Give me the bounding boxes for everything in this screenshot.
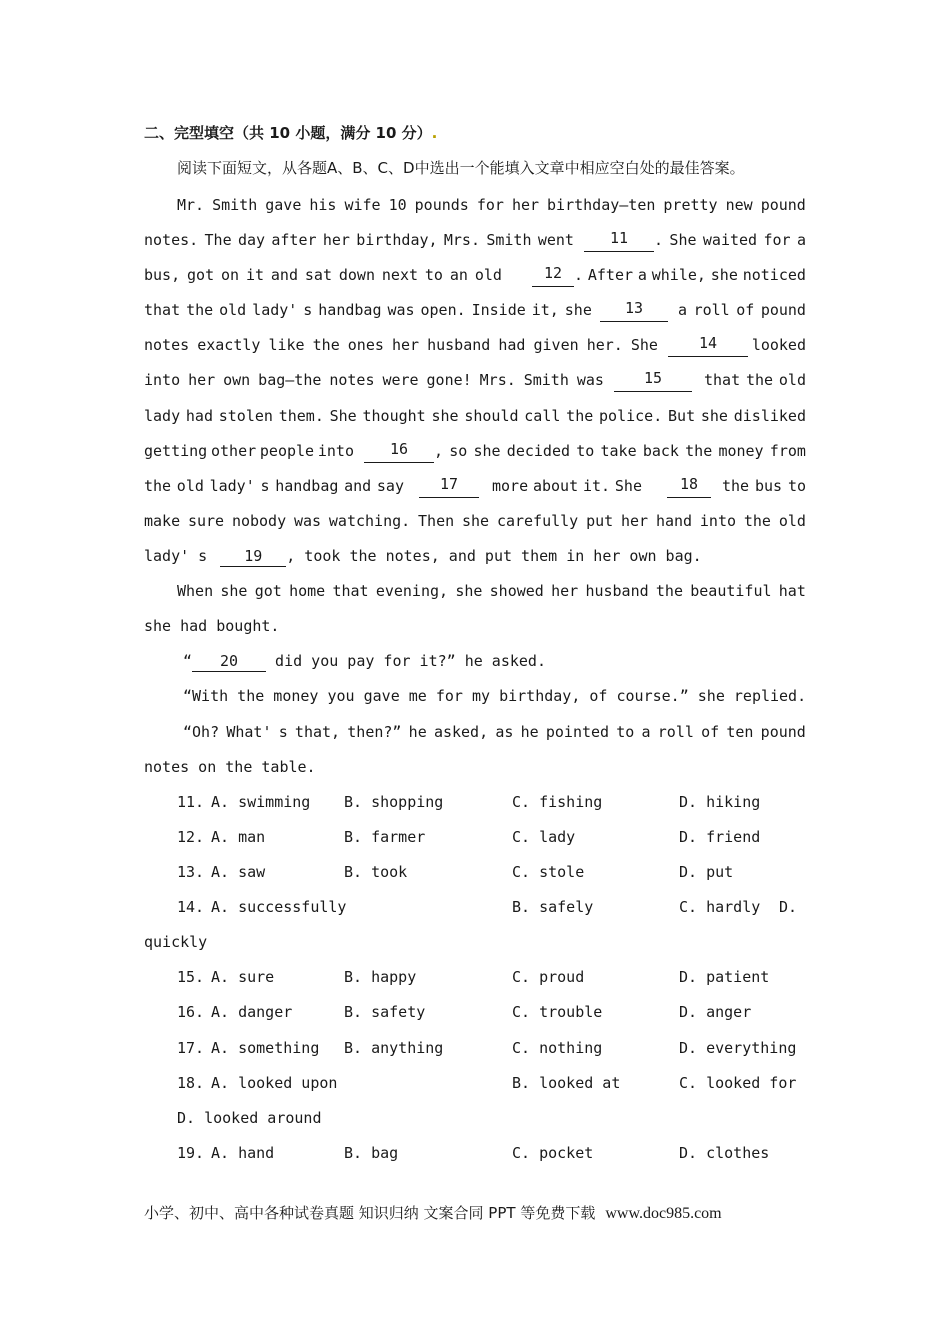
word: got bbox=[254, 582, 282, 600]
word: asked, bbox=[433, 723, 489, 741]
word: She bbox=[329, 407, 357, 425]
passage-line-11 bbox=[144, 544, 806, 568]
option-15-b: B. happy bbox=[344, 968, 417, 986]
word: her bbox=[322, 231, 350, 249]
footer bbox=[144, 1202, 722, 1223]
option-16-d: D. anger bbox=[679, 1003, 752, 1021]
word: Smith bbox=[212, 196, 258, 214]
word: the bbox=[566, 407, 594, 425]
word: s bbox=[278, 723, 288, 741]
word: take bbox=[600, 442, 637, 460]
word: decided bbox=[506, 442, 571, 460]
word: sure bbox=[187, 512, 225, 530]
word: lady' bbox=[209, 477, 255, 495]
line8-part-a bbox=[144, 439, 354, 463]
word: got bbox=[187, 266, 215, 284]
word: then?” bbox=[347, 723, 402, 741]
word: on bbox=[221, 266, 240, 284]
word: was bbox=[576, 371, 604, 389]
word: She bbox=[630, 336, 658, 354]
passage-line-3 bbox=[144, 263, 806, 287]
word: bag—the bbox=[258, 371, 322, 389]
option-11-a: A. swimming bbox=[211, 793, 311, 811]
option-14-a: A. successfully bbox=[211, 898, 347, 916]
word: was bbox=[293, 512, 322, 530]
option-13-c: C. stole bbox=[512, 863, 585, 881]
word: handbag bbox=[318, 301, 382, 319]
word: wife bbox=[344, 196, 381, 214]
option-14-d: D. bbox=[779, 898, 798, 916]
section-title bbox=[144, 122, 437, 143]
word: the bbox=[685, 442, 713, 460]
word: husband bbox=[427, 336, 491, 354]
word: that, bbox=[294, 723, 341, 741]
paragraph2-line-2: she had bought. bbox=[144, 617, 280, 635]
word: s bbox=[260, 477, 270, 495]
option-number-16: 16. bbox=[177, 1003, 205, 1021]
option-14-b: B. safely bbox=[512, 898, 594, 916]
word: went bbox=[537, 231, 574, 249]
reply-line: “With the money you gave me for my birthday, of course.” she replied. bbox=[183, 687, 807, 705]
word: hat bbox=[778, 582, 806, 600]
word: thought bbox=[362, 407, 426, 425]
word: gave bbox=[265, 196, 302, 214]
word: say bbox=[376, 477, 404, 495]
word: evening, bbox=[375, 582, 449, 600]
line8-part-b bbox=[434, 439, 806, 463]
word: pointed bbox=[545, 723, 610, 741]
word: back bbox=[642, 442, 679, 460]
word: the bbox=[186, 301, 214, 319]
word: he bbox=[520, 723, 539, 741]
word: into bbox=[317, 442, 354, 460]
word: a bbox=[641, 723, 651, 741]
line4-part-a bbox=[144, 298, 592, 322]
word: his bbox=[309, 196, 337, 214]
line6-part-a bbox=[144, 368, 604, 392]
word: make bbox=[144, 512, 181, 530]
option-11-d: D. hiking bbox=[679, 793, 761, 811]
word: stolen bbox=[218, 407, 273, 425]
passage-line-1 bbox=[177, 193, 806, 217]
question-line bbox=[183, 649, 845, 673]
open-quote: “ bbox=[183, 652, 193, 670]
section-title-dot: . bbox=[431, 124, 438, 142]
word: ten bbox=[726, 723, 754, 741]
word: it, bbox=[531, 301, 559, 319]
word: the bbox=[722, 477, 750, 495]
word: money bbox=[718, 442, 764, 460]
blank-18: 18 bbox=[667, 474, 711, 498]
word: of bbox=[701, 723, 720, 741]
word: as bbox=[495, 723, 514, 741]
word: She bbox=[669, 231, 697, 249]
blank-15: 15 bbox=[614, 368, 692, 392]
passage-line-5 bbox=[144, 333, 806, 357]
word: the bbox=[745, 371, 774, 389]
word: police. bbox=[599, 407, 663, 425]
word: She bbox=[614, 477, 642, 495]
word: should bbox=[464, 407, 519, 425]
passage-line-2 bbox=[144, 228, 806, 252]
option-number-18: 18. bbox=[177, 1074, 205, 1092]
paragraph2-line-1 bbox=[177, 579, 806, 603]
word: she bbox=[431, 407, 459, 425]
line2-part-a bbox=[144, 228, 574, 252]
word: an bbox=[449, 266, 468, 284]
option-12-d: D. friend bbox=[679, 828, 761, 846]
word: handbag bbox=[275, 477, 339, 495]
word: bus, bbox=[144, 266, 181, 284]
word: , bbox=[434, 442, 444, 460]
word: her bbox=[551, 582, 579, 600]
word: it. bbox=[582, 477, 611, 495]
option-15-d: D. patient bbox=[679, 968, 770, 986]
option-18-d: D. looked around bbox=[177, 1109, 322, 1127]
word: into bbox=[699, 512, 737, 530]
word: and bbox=[344, 477, 372, 495]
word: that bbox=[332, 582, 369, 600]
word: people bbox=[259, 442, 315, 460]
footer-text: 小学、初中、高中各种试卷真题 知识归纳 文案合同 PPT 等免费下载 bbox=[144, 1204, 596, 1222]
word: had bbox=[185, 407, 213, 425]
word: The bbox=[204, 231, 232, 249]
blank-13: 13 bbox=[600, 298, 668, 322]
blank-17: 17 bbox=[419, 474, 479, 498]
line4-part-b bbox=[678, 298, 806, 322]
word: lady bbox=[144, 407, 181, 425]
word: to bbox=[616, 723, 635, 741]
passage-line-7 bbox=[144, 404, 806, 428]
word: had bbox=[498, 336, 526, 354]
word: Mr. bbox=[177, 196, 205, 214]
line9-part-a bbox=[144, 474, 404, 498]
option-15-a: A. sure bbox=[211, 968, 275, 986]
line9-part-b bbox=[492, 474, 642, 498]
word: down bbox=[338, 266, 375, 284]
word: was bbox=[387, 301, 415, 319]
word: getting bbox=[144, 442, 208, 460]
word: birthday, bbox=[356, 231, 438, 249]
option-11-b: B. shopping bbox=[344, 793, 444, 811]
option-13-a: A. saw bbox=[211, 863, 266, 881]
word: Smith bbox=[486, 231, 532, 249]
word: bus bbox=[754, 477, 783, 495]
word: a bbox=[637, 266, 647, 284]
option-19-c: C. pocket bbox=[512, 1144, 594, 1162]
passage-line-4 bbox=[144, 298, 806, 322]
word: a bbox=[678, 301, 688, 319]
word: birthday—ten bbox=[547, 196, 656, 214]
option-13-b: B. took bbox=[344, 863, 408, 881]
word: she bbox=[462, 512, 490, 530]
word: own bbox=[223, 371, 251, 389]
word: the bbox=[655, 582, 683, 600]
word: more bbox=[492, 477, 529, 495]
option-12-c: C. lady bbox=[512, 828, 576, 846]
word: that bbox=[704, 371, 741, 389]
word: gone! bbox=[426, 371, 472, 389]
word: her bbox=[621, 512, 649, 530]
word: “Oh? bbox=[183, 723, 220, 741]
line9-part-c bbox=[722, 474, 806, 498]
blank-14: 14 bbox=[668, 333, 748, 357]
word: were bbox=[382, 371, 419, 389]
line11-part-a: lady' s bbox=[144, 547, 208, 565]
word: he bbox=[408, 723, 427, 741]
line3-part-a bbox=[144, 263, 502, 287]
word: sat bbox=[304, 266, 332, 284]
word: Smith bbox=[523, 371, 569, 389]
option-18-a: A. looked upon bbox=[211, 1074, 338, 1092]
word: into bbox=[144, 371, 181, 389]
option-19-b: B. bag bbox=[344, 1144, 399, 1162]
word: looked bbox=[751, 336, 806, 354]
word: pound bbox=[760, 301, 806, 319]
word: Then bbox=[418, 512, 455, 530]
word: so bbox=[449, 442, 468, 460]
word: s bbox=[303, 301, 313, 319]
word: her bbox=[188, 371, 216, 389]
option-12-b: B. farmer bbox=[344, 828, 426, 846]
option-13-d: D. put bbox=[679, 863, 734, 881]
word: about bbox=[532, 477, 579, 495]
option-17-c: C. nothing bbox=[512, 1039, 603, 1057]
passage-line-9 bbox=[144, 474, 806, 498]
option-number-11: 11. bbox=[177, 793, 205, 811]
word: given bbox=[533, 336, 579, 354]
word: beautiful bbox=[690, 582, 772, 600]
word: carefully bbox=[496, 512, 579, 530]
word: pound bbox=[760, 196, 806, 214]
passage-line-8 bbox=[144, 439, 806, 463]
blank-19: 19 bbox=[220, 546, 286, 567]
passage-line-10 bbox=[144, 509, 806, 533]
option-19-a: A. hand bbox=[211, 1144, 275, 1162]
word: old bbox=[778, 512, 806, 530]
option-19-d: D. clothes bbox=[679, 1144, 770, 1162]
blank-20: 20 bbox=[192, 651, 266, 672]
option-number-14: 14. bbox=[177, 898, 205, 916]
word: like bbox=[268, 336, 305, 354]
word: pounds bbox=[414, 196, 469, 214]
word: open. bbox=[420, 301, 466, 319]
option-16-b: B. safety bbox=[344, 1003, 426, 1021]
word: put bbox=[586, 512, 614, 530]
word: old bbox=[219, 301, 247, 319]
word: it bbox=[245, 266, 265, 284]
word: ones bbox=[347, 336, 384, 354]
option-number-15: 15. bbox=[177, 968, 205, 986]
line5-part-a bbox=[144, 333, 658, 357]
option-number-17: 17. bbox=[177, 1039, 205, 1057]
word: exactly bbox=[197, 336, 261, 354]
word: . bbox=[574, 266, 584, 284]
last-paragraph-line-2: notes on the table. bbox=[144, 758, 316, 776]
word: her bbox=[391, 336, 420, 354]
question-rest: did you pay for it?” he asked. bbox=[266, 652, 546, 670]
instruction: 阅读下面短文，从各题A、B、C、D中选出一个能填入文章中相应空白处的最佳答案。 bbox=[177, 159, 745, 177]
word: What' bbox=[226, 723, 272, 741]
word: old bbox=[474, 266, 502, 284]
word: after bbox=[271, 231, 317, 249]
option-16-a: A. danger bbox=[211, 1003, 293, 1021]
option-15-c: C. proud bbox=[512, 968, 585, 986]
word: she bbox=[700, 407, 728, 425]
passage-line-6 bbox=[144, 368, 806, 392]
word: to bbox=[424, 266, 443, 284]
option-18-c: C. looked for bbox=[679, 1074, 797, 1092]
word: new bbox=[725, 196, 753, 214]
word: a bbox=[796, 231, 806, 249]
option-12-a: A. man bbox=[211, 828, 266, 846]
word: notes bbox=[144, 336, 190, 354]
option-11-c: C. fishing bbox=[512, 793, 603, 811]
word: home bbox=[289, 582, 326, 600]
word: nobody bbox=[231, 512, 287, 530]
word: Mrs. bbox=[443, 231, 480, 249]
word: the bbox=[743, 512, 771, 530]
word: for bbox=[476, 196, 504, 214]
word: pound bbox=[760, 723, 806, 741]
word: of bbox=[736, 301, 755, 319]
word: showed bbox=[489, 582, 544, 600]
word: notes. bbox=[144, 231, 199, 249]
word: 10 bbox=[388, 196, 407, 214]
word: After bbox=[587, 266, 634, 284]
line3-part-b bbox=[574, 263, 806, 287]
word: notes bbox=[329, 371, 375, 389]
option-number-19: 19. bbox=[177, 1144, 205, 1162]
option-number-12: 12. bbox=[177, 828, 205, 846]
word: Inside bbox=[471, 301, 526, 319]
option-16-c: C. trouble bbox=[512, 1003, 603, 1021]
option-14-d-text: quickly bbox=[144, 933, 208, 951]
word: she bbox=[473, 442, 501, 460]
word: day bbox=[237, 231, 266, 249]
word: the bbox=[144, 477, 172, 495]
option-17-d: D. everything bbox=[679, 1039, 797, 1057]
word: that bbox=[144, 301, 181, 319]
word: to bbox=[576, 442, 595, 460]
word: she bbox=[710, 266, 738, 284]
word: When bbox=[177, 582, 214, 600]
word: . bbox=[654, 231, 664, 249]
word: roll bbox=[693, 301, 730, 319]
word: the bbox=[312, 336, 340, 354]
option-18-b: B. looked at bbox=[512, 1074, 621, 1092]
word: Mrs. bbox=[479, 371, 516, 389]
word: call bbox=[524, 407, 561, 425]
line6-part-b bbox=[704, 368, 806, 392]
word: waited bbox=[702, 231, 758, 249]
blank-16: 16 bbox=[364, 439, 434, 463]
option-number-13: 13. bbox=[177, 863, 205, 881]
line11-part-b: , took the notes, and put them in her own bag. bbox=[286, 547, 702, 565]
word: from bbox=[769, 442, 806, 460]
word: for bbox=[763, 231, 791, 249]
footer-url: www.doc985.com bbox=[605, 1205, 722, 1222]
section-title-text: 二、完型填空（共 10 小题，满分 10 分） bbox=[144, 124, 432, 142]
word: she bbox=[564, 301, 592, 319]
word: her bbox=[511, 196, 540, 214]
last-paragraph-line-1 bbox=[183, 720, 806, 744]
word: next bbox=[381, 266, 419, 284]
word: them. bbox=[278, 407, 324, 425]
blank-12: 12 bbox=[532, 263, 574, 287]
word: to bbox=[787, 477, 806, 495]
blank-11: 11 bbox=[584, 228, 654, 252]
word: roll bbox=[657, 723, 694, 741]
word: husband bbox=[585, 582, 649, 600]
word: lady' bbox=[252, 301, 298, 319]
option-17-a: A. something bbox=[211, 1039, 320, 1057]
word: watching. bbox=[328, 512, 411, 530]
word: disliked bbox=[733, 407, 806, 425]
line5-part-b bbox=[748, 333, 806, 357]
word: she bbox=[455, 582, 483, 600]
option-17-b: B. anything bbox=[344, 1039, 444, 1057]
word: old bbox=[176, 477, 204, 495]
word: old bbox=[778, 371, 806, 389]
word: pretty bbox=[663, 196, 718, 214]
word: hand bbox=[655, 512, 693, 530]
word: her. bbox=[586, 336, 623, 354]
word: other bbox=[210, 442, 257, 460]
word: while, bbox=[651, 266, 706, 284]
line2-part-b bbox=[654, 228, 806, 252]
word: she bbox=[220, 582, 248, 600]
word: noticed bbox=[742, 266, 806, 284]
word: and bbox=[270, 266, 298, 284]
word: But bbox=[668, 407, 696, 425]
option-14-c: C. hardly bbox=[679, 898, 761, 916]
